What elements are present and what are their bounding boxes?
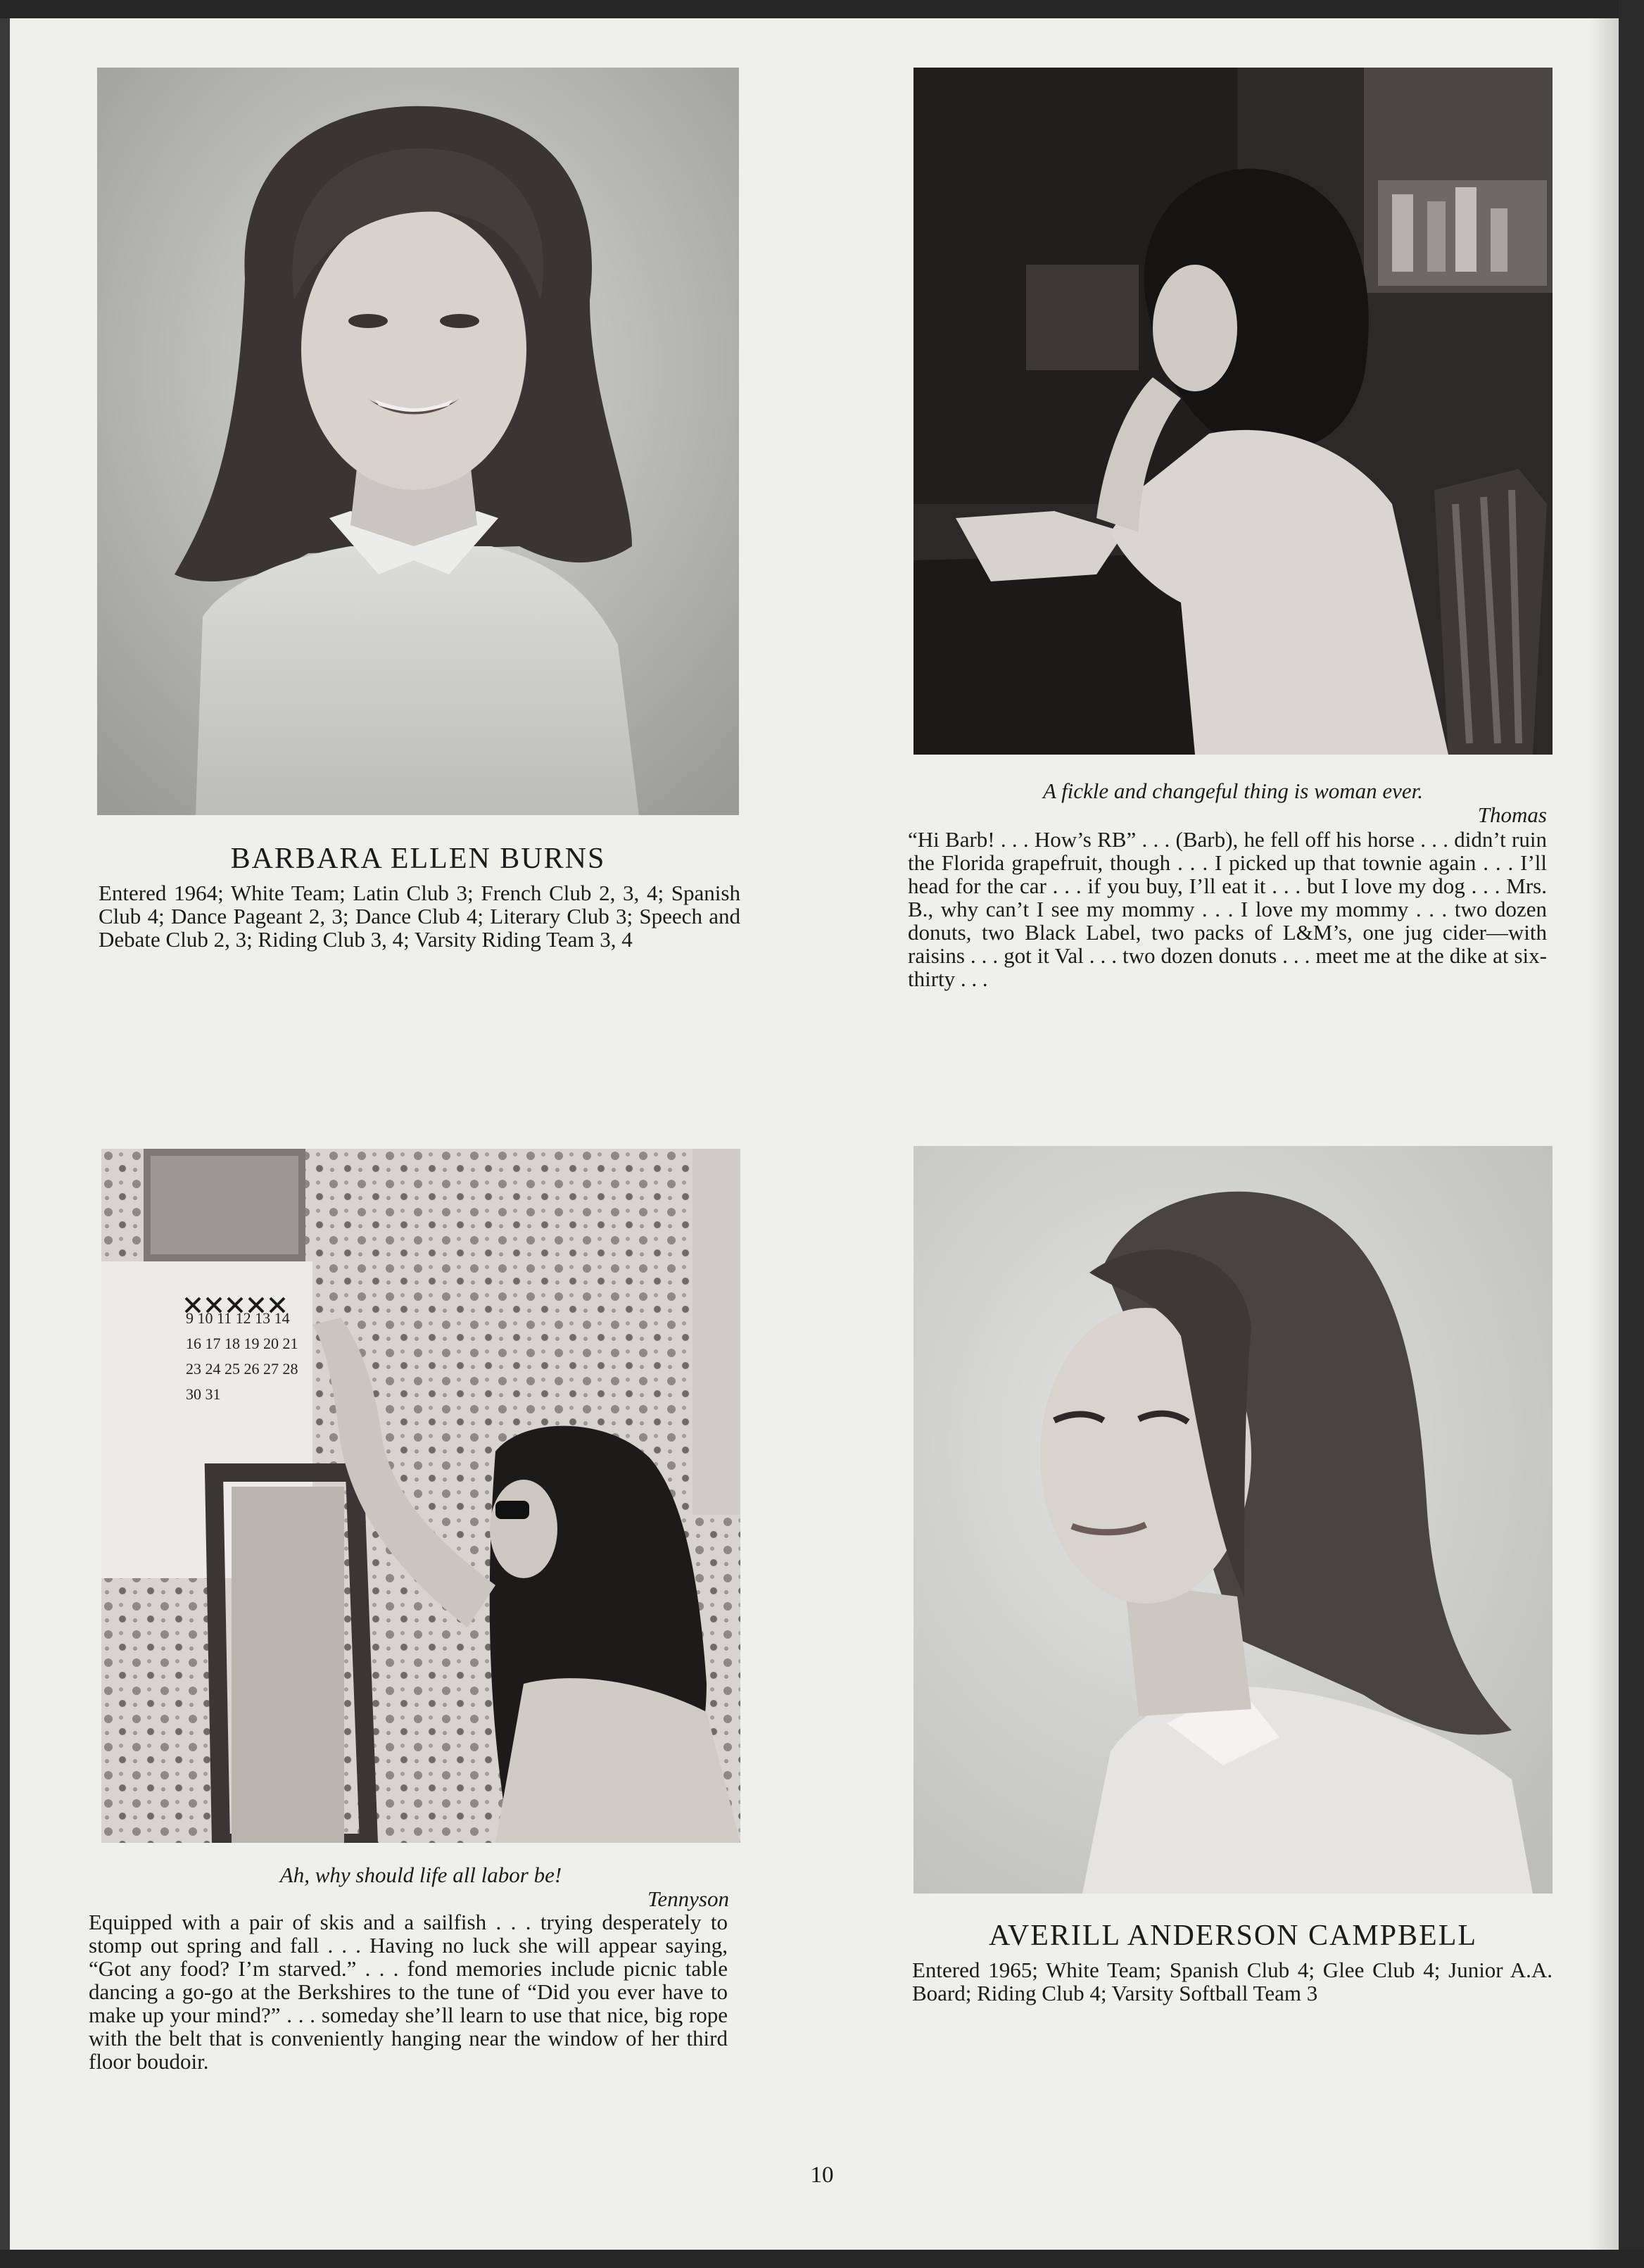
write-up-barbara: “Hi Barb! . . . How’s RB” . . . (Barb), he fell off his horse . . . didn’t ruin the Florida grapefruit, though . . . I picked up that townie again . . . I’ll head for the car . . . if you buy, I’ll eat it . . . but I love my dog . . . Mrs. B., why can’t I see my mommy . . . I love my mommy . . . two dozen donuts, two Black Label, two packs of L&M’s, one jug cider—with raisins . . . got it Val . . . two dozen donuts . . . meet me at the dike at six-thirty . . .: [908, 827, 1547, 991]
quote-barbara: A fickle and changeful thing is woman ever.: [1042, 779, 1424, 803]
activities-barbara: Entered 1964; White Team; Latin Club 3; French Club 2, 3, 4; Spanish Club 4; Dance Pageant 2, 3; Dance Club 4; Literary Club 3; Speech and Debate Club 2, 3; Riding Club 3, 4; Varsity Riding Team 3, 4: [99, 881, 740, 952]
portrait-photo-barbara: [97, 68, 739, 815]
write-up-averill: Equipped with a pair of skis and a sailfish . . . trying desperately to stomp out spring and fall . . . Having no luck she will appear saying, “Got any food? I’m starved.” . . . fond memories include picnic table dancing a go-go at the Berkshires to the tune of “Did you ever have to make up your mind?” . . . someday she’ll learn to use that nice, big rope with the belt that is conveniently hanging near the window of her third floor boudoir.: [89, 1910, 728, 2074]
scan-top-border: [0, 0, 1644, 18]
page-number: 10: [810, 2162, 834, 2188]
activities-averill: Entered 1965; White Team; Spanish Club 4; Glee Club 4; Junior A.A. Board; Riding Club 4; Varsity Softball Team 3: [912, 1958, 1553, 2005]
calendar-row-2: 16 17 18 19 20 21: [186, 1335, 298, 1352]
calendar-row-1: 9 10 11 12 13 14: [186, 1309, 290, 1327]
scan-left-edge: [0, 0, 10, 2268]
scan-right-border: [1619, 0, 1644, 2268]
portrait-photo-averill: [913, 1146, 1553, 1894]
quote-author-barbara: Thomas: [1477, 802, 1547, 827]
candid-photo-averill-calendar: [101, 1149, 740, 1843]
candid-photo-barbara-studying: [913, 68, 1553, 755]
page-gutter-shadow: [1589, 18, 1619, 2250]
student-name-averill: AVERILL ANDERSON CAMPBELL: [988, 1920, 1478, 1952]
quote-averill: Ah, why should life all labor be!: [279, 1863, 562, 1887]
calendar-row-3: 23 24 25 26 27 28: [186, 1360, 298, 1378]
quote-author-averill: Tennyson: [647, 1886, 729, 1911]
scan-bottom-border: [0, 2250, 1644, 2268]
student-name-barbara: BARBARA ELLEN BURNS: [230, 843, 606, 875]
calendar-row-4: 30 31: [186, 1385, 221, 1403]
